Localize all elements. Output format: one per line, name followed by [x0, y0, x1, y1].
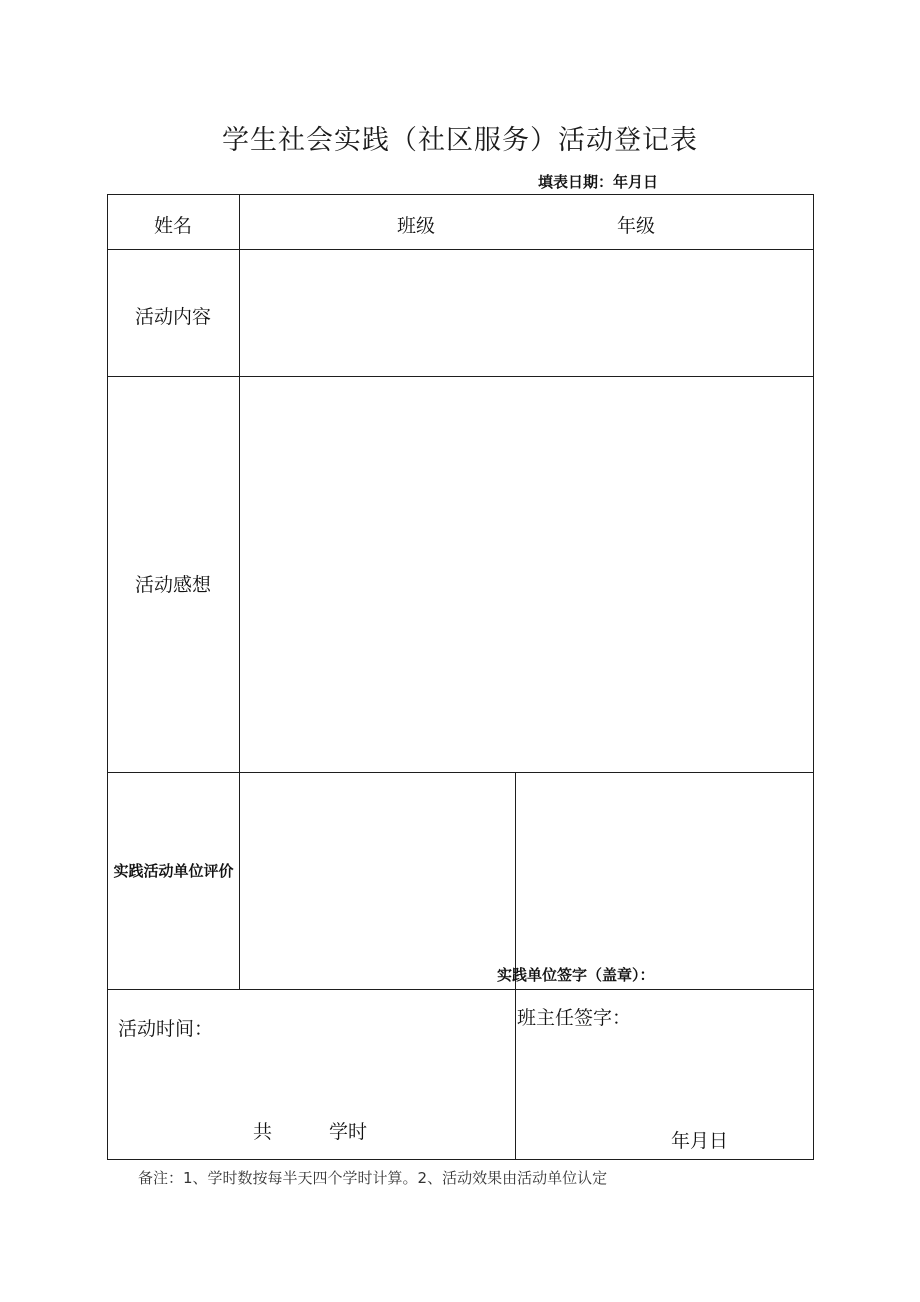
grade-label: 年级 [616, 215, 656, 237]
table-border-top [107, 194, 814, 195]
table-border-bottom [107, 1159, 814, 1160]
table-border-left [107, 194, 108, 1160]
unit-signature-field[interactable] [516, 773, 813, 989]
teacher-signature-field[interactable] [516, 1034, 813, 1118]
total-prefix-label: 共 [253, 1121, 273, 1143]
footnote: 备注：1、学时数按每半天四个学时计算。2、活动效果由活动单位认定 [138, 1169, 608, 1187]
teacher-signature-label: 班主任签字： [517, 1007, 632, 1029]
activity-reflection-field[interactable] [240, 377, 813, 772]
unit-evaluation-label: 实践活动单位评价 [113, 862, 234, 880]
activity-reflection-label: 活动感想 [134, 574, 212, 596]
table-border-right [813, 194, 814, 1160]
form-title: 学生社会实践（社区服务）活动登记表 [222, 125, 698, 156]
class-label: 班级 [396, 215, 436, 237]
row-divider-evaluation [107, 989, 814, 990]
name-label: 姓名 [153, 215, 193, 237]
activity-time-label: 活动时间： [118, 1018, 214, 1040]
fill-date-label: 填表日期：年月日 [538, 173, 659, 191]
unit-signature-label: 实践单位签字（盖章）： [497, 966, 655, 984]
unit-evaluation-field[interactable] [240, 773, 515, 989]
hours-suffix-label: 学时 [329, 1121, 368, 1143]
signature-date-label: 年月日 [671, 1130, 729, 1152]
hours-field[interactable] [282, 1112, 324, 1142]
activity-content-field[interactable] [240, 250, 813, 376]
activity-content-label: 活动内容 [134, 306, 212, 328]
